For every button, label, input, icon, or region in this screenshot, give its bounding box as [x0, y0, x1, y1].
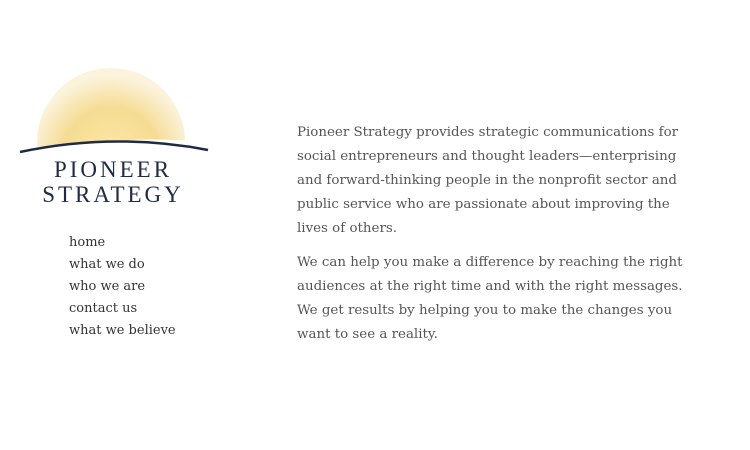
logo-text-pioneer: PIONEER	[53, 157, 173, 182]
nav-item-home[interactable]: home	[69, 235, 106, 250]
logo[interactable]	[18, 66, 210, 206]
nav-item-who-we-are[interactable]: who we are	[69, 279, 146, 294]
main-content	[297, 121, 697, 357]
main-nav	[69, 232, 176, 342]
logo-text-strategy: STRATEGY	[42, 182, 184, 207]
nav-item-contact-us[interactable]: contact us	[69, 301, 138, 316]
sunrise-icon	[18, 66, 210, 156]
nav-item-what-we-believe[interactable]: what we believe	[69, 323, 176, 338]
intro-paragraph: Pioneer Strategy provides strategic communications for social entrepreneurs and thought leaders—enterprising and forward-thinking people in the nonprofit sector and public service who are passionate about improving the lives of others.	[297, 125, 679, 236]
mission-paragraph: We can help you make a difference by reaching the right audiences at the right time and with the right messages. We get results by helping you to make the changes you want to see a reality.	[297, 255, 683, 342]
nav-item-what-we-do[interactable]: what we do	[69, 257, 145, 272]
